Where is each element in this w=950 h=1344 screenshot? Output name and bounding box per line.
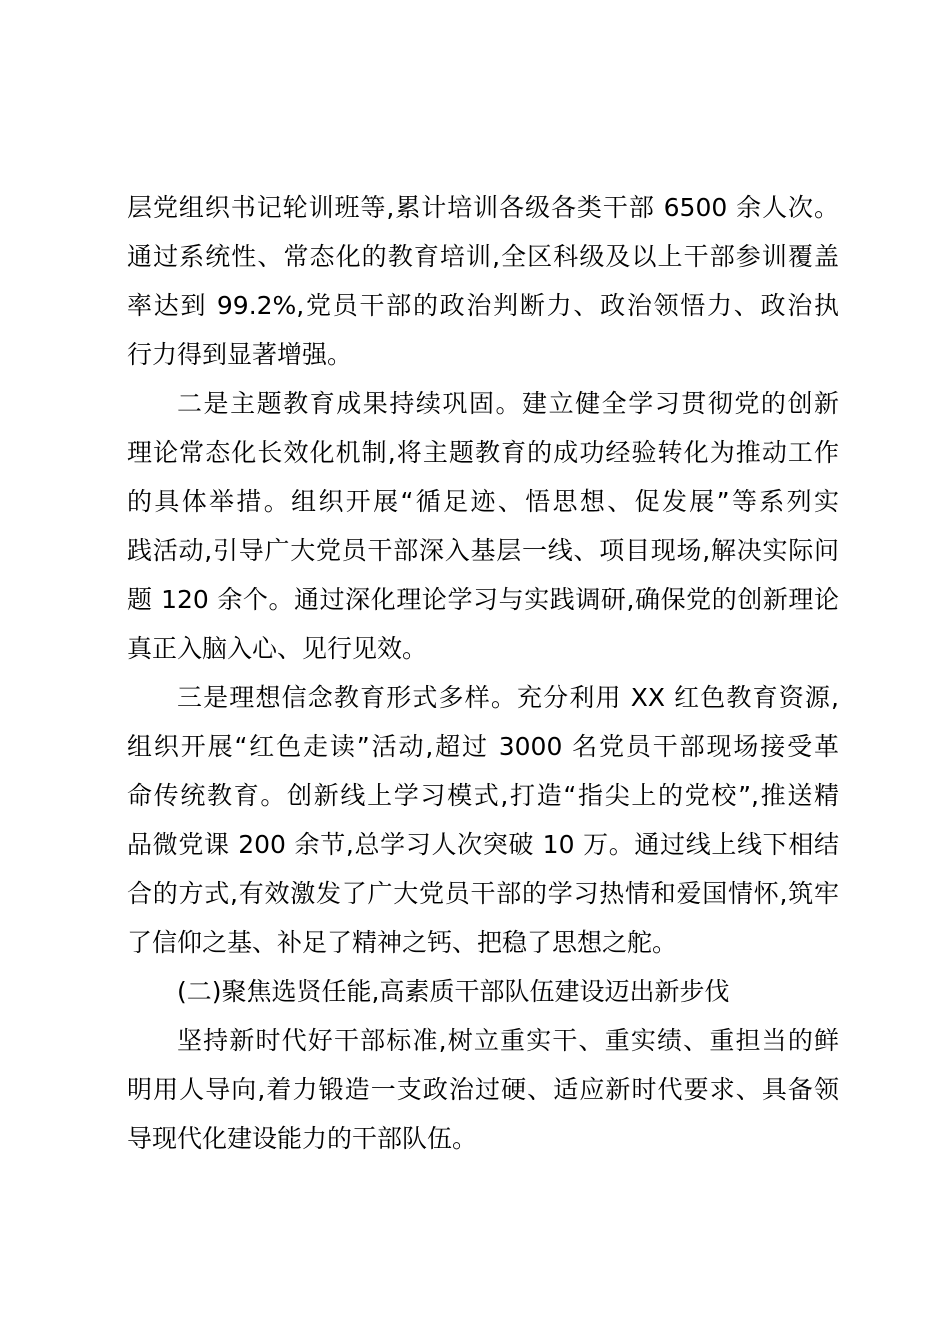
- text-line: 组织开展“红色走读”活动,超过 3000 名党员干部现场接受革: [127, 732, 839, 761]
- text-line: 层党组织书记轮训班等,累计培训各级各类干部 6500 余人次。: [127, 193, 839, 222]
- paragraph-heading-line: 三是理想信念教育形式多样。充分利用 XX 红色教育资源,: [177, 683, 839, 712]
- text-line: 题 120 余个。通过深化理论学习与实践调研,确保党的创新理论: [127, 585, 839, 614]
- document-body: [127, 183, 839, 1163]
- text-line: 理论常态化长效化机制,将主题教育的成功经验转化为推动工作: [127, 438, 839, 467]
- paragraph-heading-line: 二是主题教育成果持续巩固。建立健全学习贯彻党的创新: [177, 389, 839, 418]
- text-line: 导现代化建设能力的干部队伍。: [127, 1124, 478, 1153]
- text-line: 坚持新时代好干部标准,树立重实干、重实绩、重担当的鲜: [177, 1026, 839, 1055]
- text-line: 真正入脑入心、见行见效。: [127, 634, 428, 663]
- text-line: 了信仰之基、补足了精神之钙、把稳了思想之舵。: [127, 928, 678, 957]
- text-line: 合的方式,有效激发了广大党员干部的学习热情和爱国情怀,筑牢: [127, 879, 839, 908]
- text-line: 品微党课 200 余节,总学习人次突破 10 万。通过线上线下相结: [127, 830, 839, 859]
- text-line: 明用人导向,着力锻造一支政治过硬、适应新时代要求、具备领: [127, 1075, 839, 1104]
- text-line: 通过系统性、常态化的教育培训,全区科级及以上干部参训覆盖: [127, 242, 839, 271]
- text-line: 践活动,引导广大党员干部深入基层一线、项目现场,解决实际问: [127, 536, 839, 565]
- text-line: 命传统教育。创新线上学习模式,打造“指尖上的党校”,推送精: [127, 781, 839, 810]
- text-line: 的具体举措。组织开展“循足迹、悟思想、促发展”等系列实: [127, 487, 839, 516]
- text-line: 行力得到显著增强。: [127, 340, 353, 369]
- text-line: 率达到 99.2%,党员干部的政治判断力、政治领悟力、政治执: [127, 291, 839, 320]
- section-heading: (二)聚焦选贤任能,高素质干部队伍建设迈出新步伐: [177, 977, 730, 1006]
